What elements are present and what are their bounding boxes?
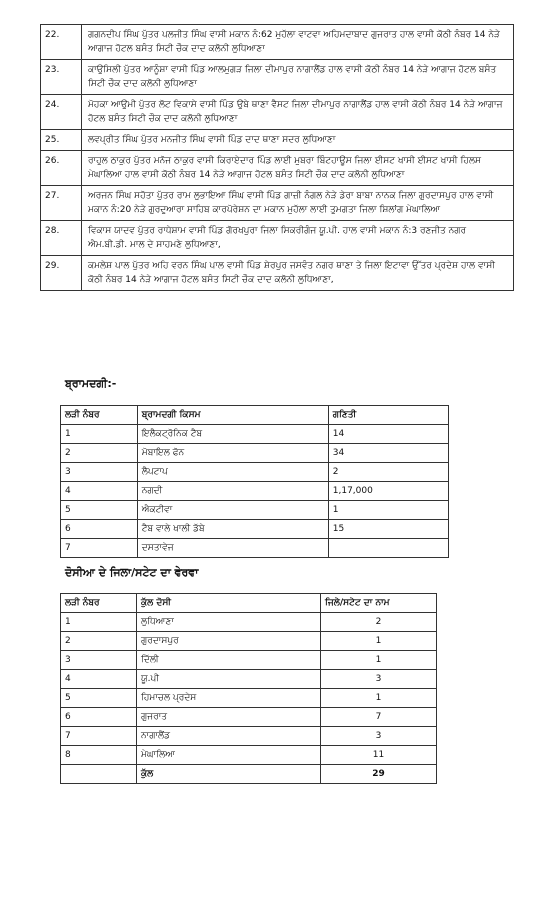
total-label: ਕੁੱਲ bbox=[137, 765, 321, 784]
table-row bbox=[61, 425, 449, 444]
table-cell: 1 bbox=[321, 689, 437, 708]
table-cell: ਹਿਮਾਚਲ ਪ੍ਰਦੇਸ bbox=[137, 689, 321, 708]
accused-details: ਗਗਨਦੀਪ ਸਿੰਘ ਪੁੱਤਰ ਪਲਜੀਤ ਸਿੰਘ ਵਾਸੀ ਮਕਾਨ ਨੰ:62 ਮੁਹੱਲਾ ਵਾਟਵਾ ਅਹਿਮਦਾਬਾਦ ਗੁਜਰਾਤ ਹਾਲ ਵਾਸੀ ਕੋਠੀ ਨੰਬਰ 14 ਨੇੜੇ ਆਗਾਜ ਹੋਟਲ ਬਸੰਤ ਸਿਟੀ ਚੌਕ ਦਾਦ ਕਲੋਨੀ ਲੁਧਿਆਣਾ bbox=[82, 25, 514, 60]
table-cell: ਲੁਧਿਆਣਾ bbox=[137, 613, 321, 632]
table-cell: 3 bbox=[61, 463, 138, 482]
serial-number: 25. bbox=[41, 130, 82, 151]
table-cell: 7 bbox=[321, 708, 437, 727]
table-cell: 8 bbox=[61, 746, 137, 765]
recovery-table bbox=[60, 405, 449, 558]
table-row bbox=[61, 651, 437, 670]
table-cell: 1 bbox=[61, 425, 138, 444]
table-row bbox=[61, 501, 449, 520]
table-row bbox=[61, 632, 437, 651]
table-cell: 7 bbox=[61, 727, 137, 746]
table-cell: 3 bbox=[321, 727, 437, 746]
table-header-row bbox=[61, 406, 449, 425]
table-row bbox=[61, 539, 449, 558]
accused-details: ਕਾਉਸਿਲੀ ਪੁੱਤਰ ਆਨੂੰਸ਼ਾ ਵਾਸੀ ਪਿੰਡ ਆਲਮੁਗੜ ਜਿਲਾ ਦੀਮਾਪੁਰ ਨਾਗਾਲੈਂਡ ਹਾਲ ਵਾਸੀ ਕੋਠੀ ਨੰਬਰ 14 ਨੇੜੇ ਆਗਾਜ ਹੋਟਲ ਬਸੰਤ ਸਿਟੀ ਚੌਕ ਦਾਦ ਕਲੋਨੀ ਲੁਧਿਆਣਾ bbox=[82, 60, 514, 95]
table-cell: 5 bbox=[61, 501, 138, 520]
table-cell: 11 bbox=[321, 746, 437, 765]
table-cell: ਐਕਟੀਵਾ bbox=[137, 501, 328, 520]
table-row bbox=[41, 221, 514, 256]
table-row bbox=[61, 670, 437, 689]
serial-number: 28. bbox=[41, 221, 82, 256]
serial-number: 24. bbox=[41, 95, 82, 130]
table-cell: ਗੁਜਰਾਤ bbox=[137, 708, 321, 727]
column-header: ਜਿਲੇ/ਸਟੇਟ ਦਾ ਨਾਮ bbox=[321, 594, 437, 613]
table-cell: 1 bbox=[321, 632, 437, 651]
table-cell: ਯੂ.ਪੀ bbox=[137, 670, 321, 689]
table-cell: 2 bbox=[61, 632, 137, 651]
table-cell: ਮੇਘਾਲਿਆ bbox=[137, 746, 321, 765]
table-row bbox=[61, 444, 449, 463]
table-row bbox=[41, 186, 514, 221]
table-row bbox=[61, 708, 437, 727]
accused-details: ਵਿਕਾਸ ਯਾਦਵ ਪੁੱਤਰ ਰਾਧੇਸ਼ਾਮ ਵਾਸੀ ਪਿੰਡ ਗੋਰਖਪੁਰਾ ਜਿਲਾ ਸਿਕਰੀਗੰਜ ਯੂ.ਪੀ. ਹਾਲ ਵਾਸੀ ਮਕਾਨ ਨੰ:3 ਰਣਜੀਤ ਨਗਰ ਐਮ.ਬੀ.ਡੀ. ਮਾਲ ਦੇ ਸਾਹਮਣੇ ਲੁਧਿਆਣਾ, bbox=[82, 221, 514, 256]
states-table bbox=[60, 593, 437, 784]
accused-details: ਮੋਹਕਾ ਆਉਮੀ ਪੁੱਤਰ ਲੋਟ ਵਿਕਾਸੇ ਵਾਸੀ ਪਿੰਡ ਉਬੇ ਥਾਣਾ ਵੈਸਟ ਜਿਲਾ ਦੀਮਾਪੁਰ ਨਾਗਾਲੈਂਡ ਹਾਲ ਵਾਸੀ ਕੋਠੀ ਨੰਬਰ 14 ਨੇੜੇ ਆਗਾਜ ਹੋਟਲ ਬਸੰਤ ਸਿਟੀ ਚੌਕ ਦਾਦ ਕਲੋਨੀ ਲੁਧਿਆਣਾ bbox=[82, 95, 514, 130]
table-cell: ਟੈਬ ਵਾਲੇ ਖਾਲੀ ਡੱਬੇ bbox=[137, 520, 328, 539]
table-row bbox=[41, 130, 514, 151]
serial-number: 26. bbox=[41, 151, 82, 186]
table-cell: 1 bbox=[328, 501, 448, 520]
states-heading: ਦੋਸੀਆ ਦੇ ਜਿਲਾ/ਸਟੇਟ ਦਾ ਵੇਰਵਾ bbox=[65, 566, 199, 579]
table-cell: 1,17,000 bbox=[328, 482, 448, 501]
accused-details: ਲਵਪ੍ਰੀਤ ਸਿੰਘ ਪੁੱਤਰ ਮਨਜੀਤ ਸਿੰਘ ਵਾਸੀ ਪਿੰਡ ਦਾਦ ਥਾਣਾ ਸਦਰ ਲੁਧਿਆਣਾ bbox=[82, 130, 514, 151]
table-cell bbox=[328, 539, 448, 558]
accused-details: ਕਮਲੇਸ਼ ਪਾਲ ਪੁੱਤਰ ਅਹਿ ਵਰਨ ਸਿੰਘ ਪਾਲ ਵਾਸੀ ਪਿੰਡ ਸ਼ੇਰਪੁਰ ਜਸਵੰਤ ਨਗਰ ਥਾਣਾ ਤੇ ਜਿਲਾ ਇਟਾਵਾ ਉੱਤਰ ਪ੍ਰਦੇਸ਼ ਹਾਲ ਵਾਸੀ ਕੋਠੀ ਨੰਬਰ 14 ਨੇੜੇ ਆਗਾਜ ਹੋਟਲ ਬਸੰਤ ਸਿਟੀ ਚੌਕ ਦਾਦ ਕਲੋਨੀ ਲੁਧਿਆਣਾ, bbox=[82, 256, 514, 291]
accused-details: ਰਾਹੁਲ ਠਾਕੁਰ ਪੁੱਤਰ ਮਨੋਜ ਠਾਕੁਰ ਵਾਸੀ ਕਿਰਾਏਦਾਰ ਪਿੰਡ ਲਾਈ ਮੁਬਰਾ ਬਿੰਟਹਾਊਸ ਜਿਲਾ ਈਸਟ ਖਾਸੀ ਈਸਟ ਖਾਸੀ ਹਿਲਸ ਮੇਘਾਲਿਆ ਹਾਲ ਵਾਸੀ ਕੋਠੀ ਨੰਬਰ 14 ਨੇੜੇ ਆਗਾਜ ਹੋਟਲ ਬਸੰਤ ਸਿਟੀ ਚੌਕ ਦਾਦ ਕਲੋਨੀ ਲੁਧਿਆਣਾ bbox=[82, 151, 514, 186]
column-header: ਬ੍ਰਾਮਦਗੀ ਕਿਸਮ bbox=[137, 406, 328, 425]
column-header: ਗਣਿਤੀ bbox=[328, 406, 448, 425]
table-row bbox=[41, 151, 514, 186]
serial-number: 23. bbox=[41, 60, 82, 95]
table-row bbox=[41, 95, 514, 130]
table-row bbox=[61, 482, 449, 501]
accused-table bbox=[40, 24, 514, 291]
table-cell: 4 bbox=[61, 670, 137, 689]
serial-number: 22. bbox=[41, 25, 82, 60]
table-cell: 3 bbox=[321, 670, 437, 689]
table-cell: ਗੁਰਦਾਸਪੁਰ bbox=[137, 632, 321, 651]
table-row bbox=[61, 463, 449, 482]
table-cell: 14 bbox=[328, 425, 448, 444]
table-cell: ਮੋਬਾਇਲ ਫੋਨ bbox=[137, 444, 328, 463]
table-row bbox=[41, 60, 514, 95]
column-header: ਲੜੀ ਨੰਬਰ bbox=[61, 406, 138, 425]
table-cell: 4 bbox=[61, 482, 138, 501]
table-cell bbox=[61, 765, 137, 784]
table-row bbox=[61, 746, 437, 765]
table-row bbox=[61, 727, 437, 746]
table-cell: 2 bbox=[328, 463, 448, 482]
serial-number: 27. bbox=[41, 186, 82, 221]
table-cell: 1 bbox=[321, 651, 437, 670]
accused-details: ਅਰਜਨ ਸਿੰਘ ਸਹੋਤਾ ਪੁੱਤਰ ਰਾਮ ਲੁਭਾਇਆ ਸਿੰਘ ਵਾਸੀ ਪਿੰਡ ਗਾਜ਼ੀ ਨੰਗਲ ਨੇੜੇ ਡੇਰਾ ਬਾਬਾ ਨਾਨਕ ਜਿਲਾ ਗੁਰਦਾਸਪੁਰ ਹਾਲ ਵਾਸੀ ਮਕਾਨ ਨੰ:20 ਨੇੜੇ ਗੁਰਦੁਆਰਾ ਸਾਹਿਬ ਕਾਰਪੋਰੇਸ਼ਨ ਦਾ ਮਕਾਨ ਮੁਹੱਲਾ ਲਾਈ ਤੁਮਗਤਾ ਜਿਲਾ ਸ਼ਿਲਾਂਗ ਮੇਘਾਲਿਆ bbox=[82, 186, 514, 221]
table-header-row bbox=[61, 594, 437, 613]
table-row bbox=[61, 520, 449, 539]
table-cell: 7 bbox=[61, 539, 138, 558]
table-row bbox=[61, 689, 437, 708]
total-row bbox=[61, 765, 437, 784]
total-value: 29 bbox=[321, 765, 437, 784]
table-cell: 15 bbox=[328, 520, 448, 539]
table-cell: 3 bbox=[61, 651, 137, 670]
serial-number: 29. bbox=[41, 256, 82, 291]
table-row bbox=[61, 613, 437, 632]
table-cell: 2 bbox=[321, 613, 437, 632]
table-row bbox=[41, 25, 514, 60]
table-cell: 34 bbox=[328, 444, 448, 463]
table-cell: 5 bbox=[61, 689, 137, 708]
table-cell: 6 bbox=[61, 520, 138, 539]
table-cell: ਲੈਪਟਾਪ bbox=[137, 463, 328, 482]
table-cell: ਦਿੱਲੀ bbox=[137, 651, 321, 670]
table-cell: ਨਾਗਾਲੈਂਡ bbox=[137, 727, 321, 746]
column-header: ਕੁੱਲ ਦੋਸੀ bbox=[137, 594, 321, 613]
recovery-heading: ਬ੍ਰਾਮਦਗੀ:- bbox=[65, 377, 117, 390]
table-cell: ਦਸਤਾਵੇਜ bbox=[137, 539, 328, 558]
table-cell: 6 bbox=[61, 708, 137, 727]
table-cell: 1 bbox=[61, 613, 137, 632]
table-cell: 2 bbox=[61, 444, 138, 463]
table-cell: ਇਲੈਕਟ੍ਰੋਨਿਕ ਟੈਬ bbox=[137, 425, 328, 444]
table-row bbox=[41, 256, 514, 291]
table-cell: ਨਗਦੀ bbox=[137, 482, 328, 501]
column-header: ਲੜੀ ਨੰਬਰ bbox=[61, 594, 137, 613]
